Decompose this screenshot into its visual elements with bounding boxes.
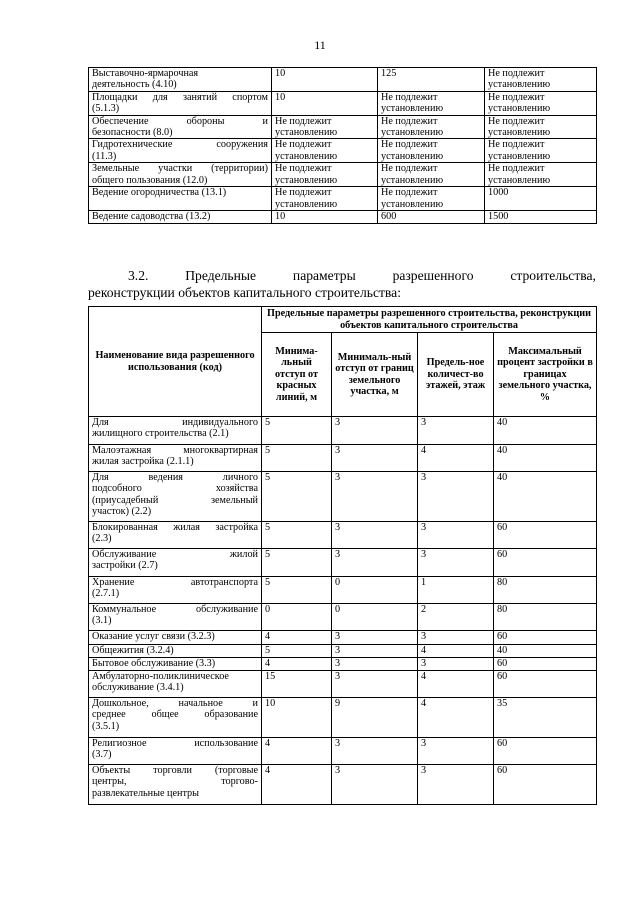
value-cell: 3 bbox=[418, 522, 494, 549]
cell-line: Обслуживание жилой bbox=[92, 549, 258, 560]
cell-line: Малоэтажная многоквартирная bbox=[92, 445, 258, 456]
heading-word: разрешенного bbox=[392, 268, 474, 283]
cell-line: Выставочно-ярмарочная bbox=[92, 68, 199, 79]
use-name-cell bbox=[89, 139, 272, 163]
table-row bbox=[89, 671, 597, 698]
cell-line: Не подлежит bbox=[488, 68, 545, 79]
cell-line: деятельность (4.10) bbox=[92, 79, 177, 91]
table-row bbox=[89, 738, 597, 765]
table-row bbox=[89, 604, 597, 631]
value-cell: 4 bbox=[262, 765, 332, 805]
value-cell: 3 bbox=[332, 417, 418, 445]
use-name-cell bbox=[89, 738, 262, 765]
cell-line: Не подлежит bbox=[381, 187, 438, 199]
cell-line: Объекты торговли (торговые bbox=[92, 765, 258, 776]
cell-line: Бытовое обслуживание (3.3) bbox=[92, 658, 216, 669]
value-cell: 5 bbox=[262, 417, 332, 445]
cell-line: установлению bbox=[381, 127, 444, 139]
cell-line: Не подлежит bbox=[488, 91, 545, 103]
value-cell: 4 bbox=[262, 658, 332, 671]
value-cell: 2 bbox=[418, 604, 494, 631]
value-cell bbox=[378, 91, 485, 115]
value-cell: 60 bbox=[494, 765, 597, 805]
cell-line: жилищного строительства (2.1) bbox=[92, 428, 229, 440]
value-cell: 60 bbox=[494, 549, 597, 577]
value-cell bbox=[485, 115, 597, 139]
cell-line: Не подлежит bbox=[381, 91, 438, 103]
value-cell: 4 bbox=[262, 738, 332, 765]
cell-line: 10 bbox=[275, 211, 286, 223]
value-cell: 40 bbox=[494, 445, 597, 472]
table-row bbox=[89, 115, 597, 139]
cell-line: 600 bbox=[381, 211, 397, 223]
value-cell: 4 bbox=[418, 445, 494, 472]
cell-line: безопасности (8.0) bbox=[92, 127, 173, 139]
cell-line: установлению bbox=[275, 150, 338, 162]
cell-line: установлению bbox=[488, 150, 551, 162]
header-col-plot-borders: Минималь-ный отступ от границ земельного участка, м bbox=[332, 333, 418, 417]
cell-line: установлению bbox=[488, 127, 551, 139]
cell-line: Не подлежит bbox=[275, 139, 332, 151]
cell-line: Не подлежит bbox=[488, 139, 545, 151]
value-cell bbox=[378, 187, 485, 211]
value-cell bbox=[272, 139, 378, 163]
cell-line: установлению bbox=[488, 174, 551, 186]
value-cell: 40 bbox=[494, 417, 597, 445]
value-cell bbox=[272, 163, 378, 187]
value-cell: 60 bbox=[494, 658, 597, 671]
value-cell: 3 bbox=[418, 549, 494, 577]
table-row bbox=[89, 522, 597, 549]
cell-line: жилая застройка (2.1.1) bbox=[92, 456, 194, 468]
use-name-cell bbox=[89, 68, 272, 92]
value-cell: 5 bbox=[262, 577, 332, 604]
value-cell: 4 bbox=[418, 698, 494, 738]
cell-line: Не подлежит bbox=[381, 115, 438, 127]
header-col-floors: Предель-ное количест-во этажей, этаж bbox=[418, 333, 494, 417]
value-cell: 3 bbox=[418, 738, 494, 765]
table-row bbox=[89, 549, 597, 577]
table-row bbox=[89, 645, 597, 658]
value-cell: 3 bbox=[332, 472, 418, 522]
header-col-red-lines: Минима-льный отступ от красных линий, м bbox=[262, 333, 332, 417]
use-name-cell bbox=[89, 549, 262, 577]
value-cell bbox=[485, 68, 597, 92]
section-heading-line2: реконструкции объектов капитального строительства: bbox=[88, 285, 401, 300]
value-cell: 5 bbox=[262, 472, 332, 522]
value-cell: 40 bbox=[494, 645, 597, 658]
value-cell: 0 bbox=[332, 604, 418, 631]
cell-line: (3.5.1) bbox=[92, 720, 120, 732]
use-name-cell bbox=[89, 445, 262, 472]
cell-line: 125 bbox=[381, 68, 397, 79]
use-name-cell bbox=[89, 417, 262, 445]
value-cell: 15 bbox=[262, 671, 332, 698]
cell-line: установлению bbox=[275, 198, 338, 210]
value-cell bbox=[485, 139, 597, 163]
value-cell bbox=[485, 163, 597, 187]
table-row bbox=[89, 765, 597, 805]
cell-line: Земельные участки (территории) bbox=[92, 163, 268, 175]
use-name-cell bbox=[89, 631, 262, 645]
value-cell: 0 bbox=[332, 577, 418, 604]
cell-line: участок) (2.2) bbox=[92, 506, 152, 518]
table-row bbox=[89, 163, 597, 187]
cell-line: (5.1.3) bbox=[92, 103, 120, 115]
table-row bbox=[89, 417, 597, 445]
use-name-cell bbox=[89, 765, 262, 805]
value-cell: 3 bbox=[332, 631, 418, 645]
cell-line: Ведение садоводства (13.2) bbox=[92, 211, 211, 223]
table-limit-parameters bbox=[88, 306, 597, 805]
value-cell bbox=[378, 139, 485, 163]
cell-line: Не подлежит bbox=[381, 163, 438, 175]
value-cell: 3 bbox=[332, 738, 418, 765]
cell-line: установлению bbox=[488, 103, 551, 115]
value-cell bbox=[272, 187, 378, 211]
value-cell: 35 bbox=[494, 698, 597, 738]
cell-line: установлению bbox=[488, 79, 551, 91]
value-cell: 4 bbox=[418, 671, 494, 698]
heading-word: строительства, bbox=[510, 268, 596, 283]
value-cell bbox=[378, 211, 485, 224]
value-cell: 10 bbox=[262, 698, 332, 738]
cell-line: Не подлежит bbox=[275, 187, 332, 199]
cell-line: (2.7.1) bbox=[92, 588, 120, 600]
cell-line: 1000 bbox=[488, 187, 509, 199]
table-row bbox=[89, 91, 597, 115]
cell-line: установлению bbox=[381, 198, 444, 210]
value-cell: 1 bbox=[418, 577, 494, 604]
value-cell: 4 bbox=[418, 645, 494, 658]
table-permitted-uses-continued bbox=[88, 67, 597, 224]
value-cell bbox=[272, 115, 378, 139]
value-cell: 5 bbox=[262, 445, 332, 472]
section-number: 3.2. bbox=[128, 268, 149, 283]
cell-line: 10 bbox=[275, 91, 286, 103]
value-cell: 60 bbox=[494, 522, 597, 549]
value-cell bbox=[378, 163, 485, 187]
table-row bbox=[89, 472, 597, 522]
value-cell: 40 bbox=[494, 472, 597, 522]
table-row bbox=[89, 658, 597, 671]
table-row bbox=[89, 139, 597, 163]
value-cell bbox=[272, 211, 378, 224]
table-row bbox=[89, 68, 597, 92]
cell-line: Площадки для занятий спортом bbox=[92, 91, 268, 103]
value-cell bbox=[378, 115, 485, 139]
value-cell: 4 bbox=[262, 631, 332, 645]
value-cell: 3 bbox=[332, 445, 418, 472]
value-cell bbox=[272, 68, 378, 92]
header-name-col: Наименование вида разрешенного использования (код) bbox=[89, 307, 262, 417]
value-cell: 60 bbox=[494, 671, 597, 698]
table-row bbox=[89, 631, 597, 645]
value-cell: 3 bbox=[332, 765, 418, 805]
cell-line: (3.1) bbox=[92, 615, 112, 627]
cell-line: Дошкольное, начальное и bbox=[92, 698, 258, 709]
cell-line: Общежития (3.2.4) bbox=[92, 645, 174, 656]
cell-line: 1500 bbox=[488, 211, 509, 223]
use-name-cell bbox=[89, 91, 272, 115]
cell-line: Для ведения личного bbox=[92, 472, 258, 483]
use-name-cell bbox=[89, 187, 272, 211]
page-number: 11 bbox=[314, 38, 326, 52]
table-row bbox=[89, 211, 597, 224]
value-cell bbox=[485, 211, 597, 224]
value-cell: 60 bbox=[494, 631, 597, 645]
cell-line: установлению bbox=[381, 174, 444, 186]
value-cell: 3 bbox=[418, 417, 494, 445]
use-name-cell bbox=[89, 698, 262, 738]
cell-line: Гидротехнические сооружения bbox=[92, 139, 268, 151]
use-name-cell bbox=[89, 658, 262, 671]
use-name-cell bbox=[89, 671, 262, 698]
value-cell: 3 bbox=[418, 472, 494, 522]
cell-line: Блокированная жилая застройка bbox=[92, 522, 258, 533]
value-cell: 0 bbox=[262, 604, 332, 631]
cell-line: Обеспечение обороны и bbox=[92, 115, 268, 127]
value-cell: 60 bbox=[494, 738, 597, 765]
use-name-cell bbox=[89, 472, 262, 522]
value-cell bbox=[485, 187, 597, 211]
header-group: Предельные параметры разрешенного строительства, реконструкции объектов капитального строительства bbox=[262, 307, 597, 333]
table-row bbox=[89, 698, 597, 738]
cell-line: установлению bbox=[275, 127, 338, 139]
value-cell bbox=[272, 91, 378, 115]
use-name-cell bbox=[89, 604, 262, 631]
section-heading-line1 bbox=[88, 267, 596, 284]
cell-line: Хранение автотранспорта bbox=[92, 577, 258, 588]
cell-line: Не подлежит bbox=[488, 115, 545, 127]
value-cell: 5 bbox=[262, 549, 332, 577]
cell-line: Коммунальное обслуживание bbox=[92, 604, 258, 615]
value-cell: 9 bbox=[332, 698, 418, 738]
cell-line: среднее общее образование bbox=[92, 709, 258, 721]
cell-line: развлекательные центры bbox=[92, 787, 199, 799]
header-col-coverage: Максимальный процент застройки в границах земельного участка, % bbox=[494, 333, 597, 417]
cell-line: общего пользования (12.0) bbox=[92, 174, 208, 186]
value-cell: 3 bbox=[418, 631, 494, 645]
heading-word: Предельные bbox=[185, 268, 257, 283]
value-cell: 3 bbox=[332, 671, 418, 698]
value-cell: 3 bbox=[332, 645, 418, 658]
cell-line: установлению bbox=[275, 174, 338, 186]
cell-line: (11.3) bbox=[92, 150, 117, 162]
value-cell: 3 bbox=[332, 658, 418, 671]
value-cell bbox=[485, 91, 597, 115]
cell-line: подсобного хозяйства bbox=[92, 483, 258, 495]
cell-line: обслуживание (3.4.1) bbox=[92, 682, 184, 694]
cell-line: Не подлежит bbox=[275, 115, 332, 127]
cell-line: установлению bbox=[381, 150, 444, 162]
cell-line: Для индивидуального bbox=[92, 417, 258, 428]
value-cell: 3 bbox=[332, 549, 418, 577]
cell-line: центры, торгово- bbox=[92, 776, 258, 788]
use-name-cell bbox=[89, 645, 262, 658]
cell-line: Ведение огородничества (13.1) bbox=[92, 187, 227, 199]
table-row bbox=[89, 445, 597, 472]
value-cell: 80 bbox=[494, 604, 597, 631]
use-name-cell bbox=[89, 211, 272, 224]
cell-line: установлению bbox=[381, 103, 444, 115]
heading-word: параметры bbox=[292, 268, 356, 283]
value-cell: 3 bbox=[332, 522, 418, 549]
table-row bbox=[89, 187, 597, 211]
value-cell: 80 bbox=[494, 577, 597, 604]
cell-line: Оказание услуг связи (3.2.3) bbox=[92, 631, 215, 642]
cell-line: Религиозное использование bbox=[92, 738, 258, 749]
cell-line: Не подлежит bbox=[381, 139, 438, 151]
value-cell: 5 bbox=[262, 522, 332, 549]
value-cell: 3 bbox=[418, 765, 494, 805]
value-cell bbox=[378, 68, 485, 92]
cell-line: (3.7) bbox=[92, 749, 112, 761]
use-name-cell bbox=[89, 577, 262, 604]
cell-line: застройки (2.7) bbox=[92, 560, 158, 572]
table-row bbox=[89, 577, 597, 604]
cell-line: (приусадебный земельный bbox=[92, 494, 258, 506]
cell-line: Не подлежит bbox=[275, 163, 332, 175]
cell-line: 10 bbox=[275, 68, 286, 79]
section-heading bbox=[88, 267, 596, 301]
cell-line: Не подлежит bbox=[488, 163, 545, 175]
cell-line: Амбулаторно-поликлиническое bbox=[92, 671, 229, 682]
use-name-cell bbox=[89, 522, 262, 549]
use-name-cell bbox=[89, 163, 272, 187]
use-name-cell bbox=[89, 115, 272, 139]
value-cell: 5 bbox=[262, 645, 332, 658]
value-cell: 3 bbox=[418, 658, 494, 671]
cell-line: (2.3) bbox=[92, 533, 112, 545]
